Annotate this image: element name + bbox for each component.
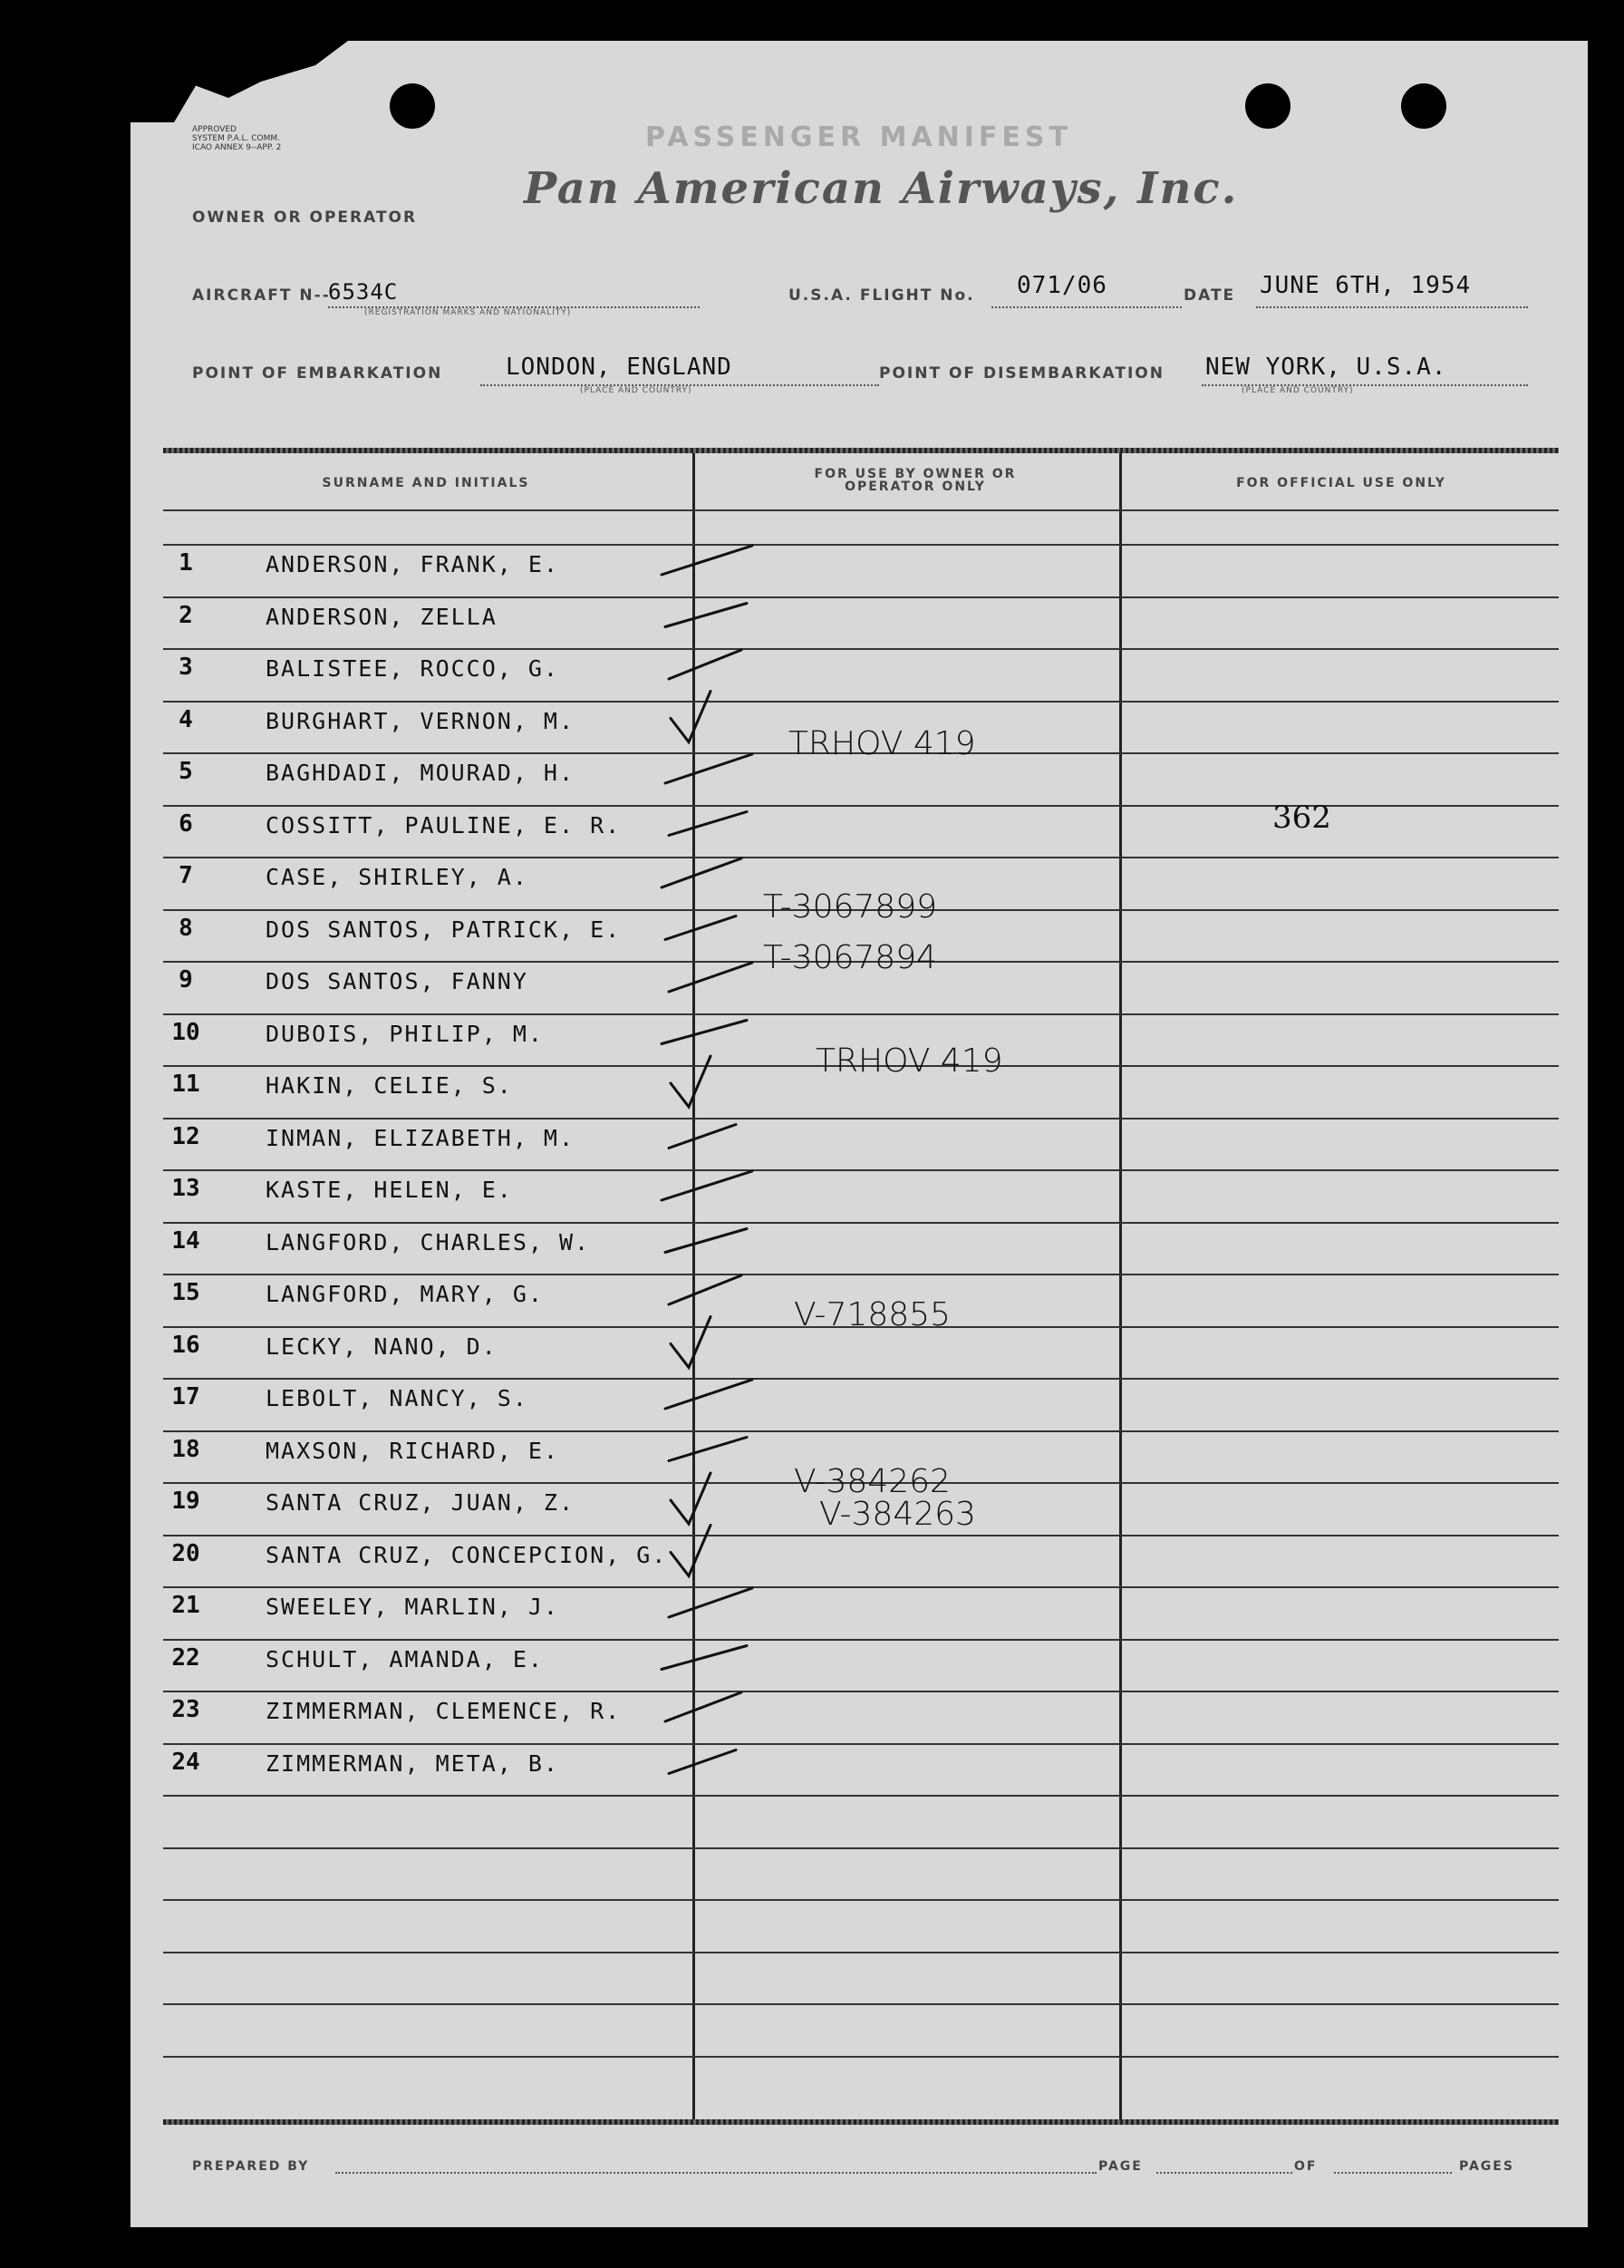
row-number: 15 xyxy=(171,1279,200,1306)
row-number: 1 xyxy=(179,549,193,577)
embark-label: POINT OF EMBARKATION xyxy=(192,364,443,383)
prepared-label: PREPARED BY xyxy=(192,2159,310,2174)
row-number: 24 xyxy=(171,1748,200,1776)
dash-mark-icon xyxy=(669,1750,736,1774)
dash-mark-icon xyxy=(665,1692,741,1721)
dash-mark-icon xyxy=(669,812,747,836)
approval-line: APPROVED xyxy=(192,125,237,134)
passenger-name: LECKY, NANO, D. xyxy=(266,1333,498,1360)
handwritten-note: V-384263 xyxy=(819,1496,976,1533)
row-number: 3 xyxy=(179,654,193,681)
row-number: 7 xyxy=(179,862,193,889)
passenger-name: INMAN, ELIZABETH, M. xyxy=(266,1124,575,1151)
passenger-name: DOS SANTOS, FANNY xyxy=(266,968,528,994)
row-number: 17 xyxy=(171,1383,200,1410)
row-number: 12 xyxy=(171,1122,200,1150)
row-number: 18 xyxy=(171,1435,200,1463)
dash-mark-icon xyxy=(669,650,741,679)
dash-mark-icon xyxy=(665,916,736,940)
passenger-name: BALISTEE, ROCCO, G. xyxy=(266,655,559,682)
row-number: 2 xyxy=(179,601,193,629)
embark-sub: (PLACE AND COUNTRY) xyxy=(580,386,692,395)
dash-mark-icon xyxy=(665,1229,747,1253)
passenger-name: DUBOIS, PHILIP, M. xyxy=(266,1020,544,1047)
row-number: 23 xyxy=(171,1696,200,1723)
row-number: 9 xyxy=(179,966,193,993)
passenger-name: LANGFORD, MARY, G. xyxy=(266,1281,544,1307)
passenger-name: LEBOLT, NANCY, S. xyxy=(266,1385,528,1411)
disembark-value: NEW YORK, U.S.A. xyxy=(1205,354,1447,381)
row-number: 14 xyxy=(171,1226,200,1255)
passenger-name: SANTA CRUZ, CONCEPCION, G. xyxy=(266,1541,668,1568)
passenger-name: CASE, SHIRLEY, A. xyxy=(266,864,528,890)
dash-mark-icon xyxy=(662,1171,752,1200)
flight-label: U.S.A. FLIGHT No. xyxy=(788,286,975,305)
passenger-name: ZIMMERMAN, META, B. xyxy=(266,1749,559,1777)
official-column-header: FOR OFFICIAL USE ONLY xyxy=(1236,476,1446,490)
embark-value: LONDON, ENGLAND xyxy=(506,354,732,381)
check-mark-icon xyxy=(671,1473,710,1524)
approval-line: ICAO ANNEX 9--APP. 2 xyxy=(192,143,282,152)
passenger-name: KASTE, HELEN, E. xyxy=(266,1177,513,1203)
aircraft-value: 6534C xyxy=(328,279,399,305)
disembark-sub: (PLACE AND COUNTRY) xyxy=(1242,386,1354,395)
page-label: PAGE xyxy=(1098,2159,1143,2174)
dash-mark-icon xyxy=(669,1438,747,1461)
approval-line: SYSTEM P.A.L. COMM. xyxy=(192,134,280,143)
company-name: Pan American Airways, Inc. xyxy=(524,163,1239,214)
dash-mark-icon xyxy=(662,546,752,575)
names-column-header: SURNAME AND INITIALS xyxy=(322,476,530,490)
owner-label: OWNER OR OPERATOR xyxy=(192,208,418,227)
row-number: 10 xyxy=(171,1018,200,1046)
passenger-name: ANDERSON, ZELLA xyxy=(266,603,498,630)
of-label: OF xyxy=(1294,2159,1318,2174)
check-mark-icon xyxy=(671,1526,710,1576)
dash-mark-icon xyxy=(669,1125,736,1149)
dash-mark-icon xyxy=(669,1588,752,1617)
handwritten-note: T-3067899 xyxy=(763,888,938,926)
passenger-name: COSSITT, PAULINE, E. R. xyxy=(266,811,622,838)
row-number: 5 xyxy=(179,758,193,785)
aircraft-label: AIRCRAFT N-- xyxy=(192,286,331,305)
dash-mark-icon xyxy=(662,858,741,887)
date-value: JUNE 6TH, 1954 xyxy=(1260,272,1472,299)
handwritten-note: TRHOV 419 xyxy=(816,1042,1003,1080)
disembark-label: POINT OF DISEMBARKATION xyxy=(879,364,1165,383)
passenger-name: ANDERSON, FRANK, E. xyxy=(266,551,559,577)
passenger-name: SCHULT, AMANDA, E. xyxy=(266,1645,544,1672)
dash-mark-icon xyxy=(665,754,752,783)
handwritten-note: T-3067894 xyxy=(763,939,938,976)
handwritten-note: V-718855 xyxy=(794,1296,951,1333)
row-number: 16 xyxy=(171,1331,200,1359)
flight-value: 071/06 xyxy=(1017,272,1107,299)
dash-mark-icon xyxy=(662,1021,747,1044)
passenger-name: BAGHDADI, MOURAD, H. xyxy=(266,760,575,786)
check-mark-icon xyxy=(671,692,710,742)
row-number: 20 xyxy=(171,1539,200,1567)
passenger-name: SWEELEY, MARLIN, J. xyxy=(266,1594,559,1620)
row-number: 11 xyxy=(171,1071,200,1098)
passenger-name: BURGHART, VERNON, M. xyxy=(266,707,575,734)
row-number: 4 xyxy=(179,705,193,733)
dash-mark-icon xyxy=(662,1646,747,1670)
aircraft-sub: (REGISTRATION MARKS AND NATIONALITY) xyxy=(364,308,572,317)
row-number: 22 xyxy=(171,1643,200,1672)
dash-mark-icon xyxy=(669,1275,741,1304)
passenger-name: DOS SANTOS, PATRICK, E. xyxy=(266,916,622,943)
official-entry: 362 xyxy=(1272,799,1331,836)
check-mark-icon xyxy=(671,1056,710,1107)
date-label: DATE xyxy=(1184,286,1236,305)
handwritten-note: TRHOV 419 xyxy=(788,725,976,762)
passenger-name: ZIMMERMAN, CLEMENCE, R. xyxy=(266,1698,622,1724)
dash-mark-icon xyxy=(665,604,747,627)
handwritten-note: V-384262 xyxy=(794,1463,951,1500)
row-number: 19 xyxy=(171,1488,200,1515)
row-number: 6 xyxy=(179,809,193,838)
pages-label: PAGES xyxy=(1459,2159,1514,2174)
passenger-name: LANGFORD, CHARLES, W. xyxy=(266,1228,591,1255)
owner-column-header: FOR USE BY OWNER OR OPERATOR ONLY xyxy=(814,467,1017,494)
passenger-name: SANTA CRUZ, JUAN, Z. xyxy=(266,1489,575,1516)
row-number: 21 xyxy=(171,1592,200,1619)
dash-mark-icon xyxy=(665,1380,752,1409)
passenger-name: HAKIN, CELIE, S. xyxy=(266,1072,513,1099)
passenger-name: MAXSON, RICHARD, E. xyxy=(266,1437,559,1464)
row-number: 13 xyxy=(171,1175,200,1202)
dash-mark-icon xyxy=(669,963,752,992)
check-mark-icon xyxy=(671,1317,710,1368)
row-number: 8 xyxy=(179,914,193,942)
form-title: PASSENGER MANIFEST xyxy=(645,121,1072,153)
